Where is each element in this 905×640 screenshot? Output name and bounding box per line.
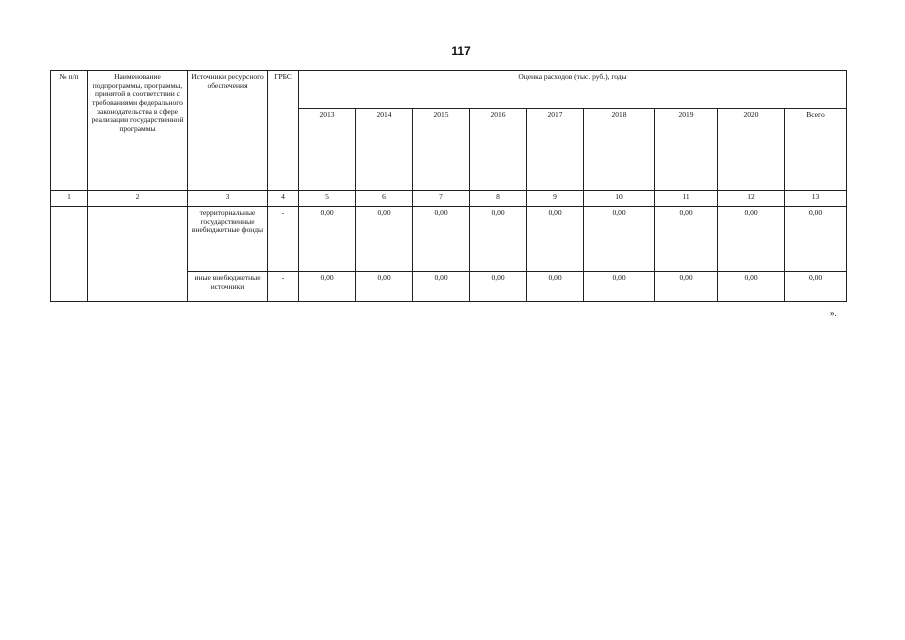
row-name-cell xyxy=(88,207,188,302)
column-index: 12 xyxy=(718,191,785,207)
value-cell: 0,00 xyxy=(527,272,584,302)
value-cell: 0,00 xyxy=(584,207,655,272)
row-number-cell xyxy=(51,207,88,302)
value-cell: 0,00 xyxy=(470,207,527,272)
column-index: 11 xyxy=(655,191,718,207)
total-cell: 0,00 xyxy=(785,207,847,272)
source-cell: иные внебюджетные источники xyxy=(188,272,268,302)
value-cell: 0,00 xyxy=(470,272,527,302)
header-sources: Источники ресурсного обеспечения xyxy=(188,71,268,191)
column-index: 1 xyxy=(51,191,88,207)
year-header: 2019 xyxy=(655,109,718,191)
value-cell: 0,00 xyxy=(527,207,584,272)
value-cell: 0,00 xyxy=(356,207,413,272)
column-index: 4 xyxy=(268,191,299,207)
header-grbs: ГРБС xyxy=(268,71,299,191)
column-index: 2 xyxy=(88,191,188,207)
total-cell: 0,00 xyxy=(785,272,847,302)
value-cell: 0,00 xyxy=(718,207,785,272)
column-index: 7 xyxy=(413,191,470,207)
source-cell: территориальные государственные внебюджетные фонды xyxy=(188,207,268,272)
year-header: 2020 xyxy=(718,109,785,191)
budget-table xyxy=(50,70,847,302)
year-header: 2018 xyxy=(584,109,655,191)
column-index: 9 xyxy=(527,191,584,207)
year-header: 2014 xyxy=(356,109,413,191)
column-index: 3 xyxy=(188,191,268,207)
value-cell: 0,00 xyxy=(584,272,655,302)
column-index: 8 xyxy=(470,191,527,207)
year-header: 2017 xyxy=(527,109,584,191)
value-cell: 0,00 xyxy=(413,207,470,272)
year-header: 2016 xyxy=(470,109,527,191)
value-cell: 0,00 xyxy=(299,272,356,302)
column-index: 6 xyxy=(356,191,413,207)
year-header: 2013 xyxy=(299,109,356,191)
value-cell: 0,00 xyxy=(718,272,785,302)
year-header: 2015 xyxy=(413,109,470,191)
column-index: 13 xyxy=(785,191,847,207)
grbs-cell: - xyxy=(268,207,299,272)
value-cell: 0,00 xyxy=(413,272,470,302)
table-row xyxy=(51,207,847,272)
header-no: № п/п xyxy=(51,71,88,191)
closing-mark: ». xyxy=(830,308,837,318)
value-cell: 0,00 xyxy=(356,272,413,302)
page-number: 117 xyxy=(451,44,471,58)
column-index-row xyxy=(51,191,847,207)
grbs-cell: - xyxy=(268,272,299,302)
value-cell: 0,00 xyxy=(655,272,718,302)
column-index: 5 xyxy=(299,191,356,207)
header-row xyxy=(51,71,847,109)
value-cell: 0,00 xyxy=(299,207,356,272)
total-header: Всего xyxy=(785,109,847,191)
column-index: 10 xyxy=(584,191,655,207)
header-estimate: Оценка расходов (тыс. руб.), годы xyxy=(299,71,847,109)
value-cell: 0,00 xyxy=(655,207,718,272)
header-name: Наименование подпрограммы, программы, принятой в соответствии с требованиями федерального законодательства в сфере реализации государственной программы xyxy=(88,71,188,191)
